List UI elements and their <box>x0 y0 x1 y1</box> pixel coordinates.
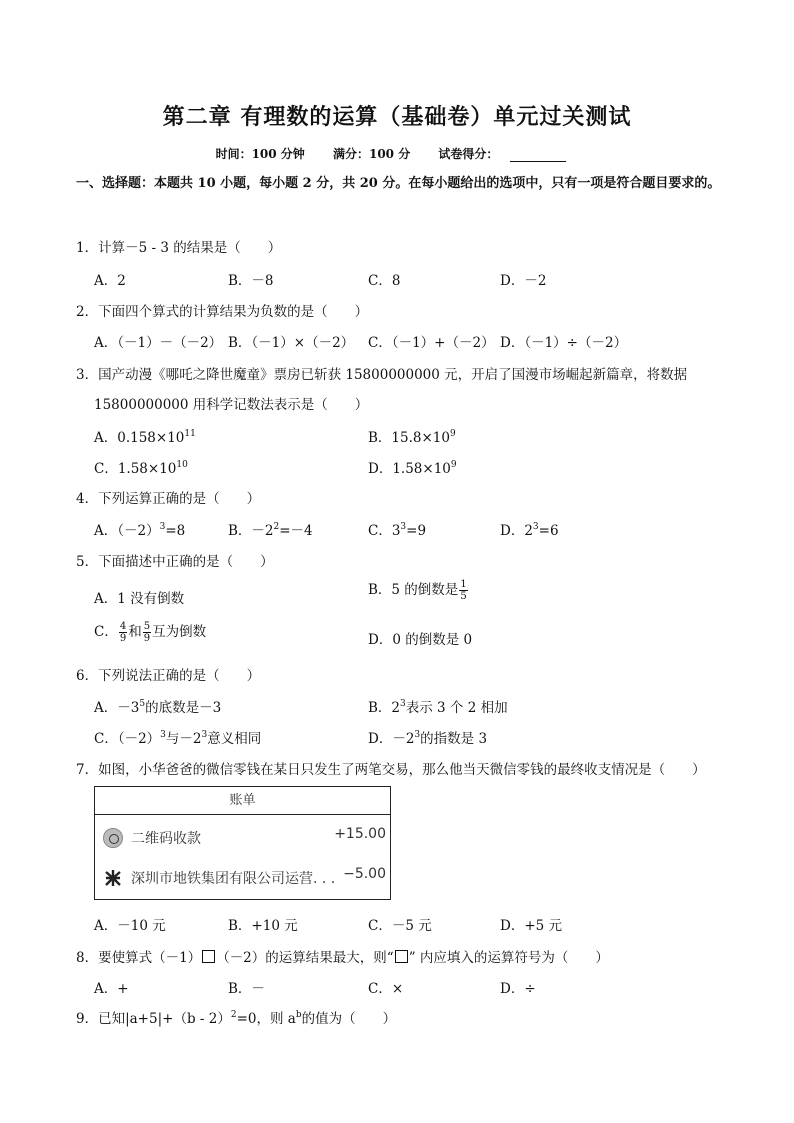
time-limit: 时间：100 分钟 <box>215 147 305 161</box>
bill-row-amount: +15.00 <box>334 826 386 842</box>
q3-option-b: B．$15.8\times 10^9$ <box>368 429 456 446</box>
q5-option-a: A．1 没有倒数 <box>94 591 185 607</box>
q8-option-a: A．+ <box>94 981 129 997</box>
bill-row-label: 深圳市地铁集团有限公司运营. . . <box>131 871 336 887</box>
question-9-stem: 9．已知|a+5|+（b - 2）$^2$=0，则 $a^b$的值为（ ） <box>76 1010 397 1027</box>
question-6-stem: 6．下列说法正确的是（ ） <box>76 668 261 684</box>
q7-option-c: C．－5 元 <box>368 918 432 934</box>
q3-option-a: A．$0.158\times 10^{11}$ <box>94 429 196 446</box>
q5-option-d: D．0 的倒数是 0 <box>368 632 473 648</box>
question-3-stem-line1: 3．国产动漫《哪吒之降世魔童》票房已斩获 15800000000 元，开启了国漫市场崛起新篇章，将数据 <box>76 367 688 383</box>
question-3-stem-line2: 15800000000 用科学记数法表示是（ ） <box>94 397 369 413</box>
q1-option-d: D．－2 <box>500 273 547 289</box>
q6-option-b: B．$2^3$表示 3 个 2 相加 <box>368 699 508 716</box>
q7-option-d: D．+5 元 <box>500 918 563 934</box>
q4-option-a: A．$(-2)^3=8$ <box>94 522 186 539</box>
q2-option-d: D．（－1）÷（－2） <box>500 335 628 351</box>
q1-option-b: B．－8 <box>228 273 274 289</box>
bill-figure <box>94 786 391 900</box>
q5-option-b: B．5 的倒数是 $\frac{1}{5}$ <box>368 579 467 602</box>
qr-payment-icon <box>103 828 123 848</box>
metro-logo-icon <box>103 868 123 888</box>
bill-title: 账单 <box>95 787 390 815</box>
exam-meta <box>0 145 794 162</box>
fraction: $\frac{5}{9}$ <box>143 621 151 644</box>
bill-row-amount: −5.00 <box>343 866 386 882</box>
blank-box <box>395 950 408 963</box>
fraction: $\frac{1}{5}$ <box>460 579 467 602</box>
q6-option-c: C．$(-2)^3$与$-2^3$意义相同 <box>94 730 262 747</box>
question-8-stem: 8．要使算式（－1） （－2）的运算结果最大，则“ ” 内应填入的运算符号为（ ） <box>76 950 609 966</box>
q5-option-c: C． $\frac{4}{9}$ 和 $\frac{5}{9}$ 互为倒数 <box>94 621 207 644</box>
q1-option-c: C．8 <box>368 273 401 289</box>
score-field: 试卷得分： <box>438 147 578 161</box>
bill-row-income <box>95 823 390 853</box>
question-1-stem: 1．计算－5 - 3 的结果是（ ） <box>76 240 282 256</box>
bill-row-expense <box>95 863 390 893</box>
bill-row-label: 二维码收款 <box>131 831 201 847</box>
fraction: $\frac{4}{9}$ <box>119 621 127 644</box>
q3-option-d: D．$1.58\times 10^9$ <box>368 460 457 477</box>
full-score: 满分：100 分 <box>332 147 411 161</box>
q3-option-c: C．$1.58\times 10^{10}$ <box>94 460 188 477</box>
q8-option-d: D．÷ <box>500 981 536 997</box>
q2-option-a: A．（－1）－（－2） <box>94 335 223 351</box>
question-7-stem: 7．如图，小华爸爸的微信零钱在某日只发生了两笔交易，那么他当天微信零钱的最终收支情况是（ ） <box>76 762 706 778</box>
q2-option-c: C．（－1）+（－2） <box>368 335 495 351</box>
section-heading: 一、选择题：本题共 10 小题，每小题 2 分，共 20 分。在每小题给出的选项中，只有一项是符合题目要求的。 <box>76 176 721 191</box>
q4-option-c: C．$3^3=9$ <box>368 522 427 539</box>
question-5-stem: 5．下面描述中正确的是（ ） <box>76 554 274 570</box>
q6-option-a: A．$-3^5$的底数是－3 <box>94 699 222 716</box>
question-2-stem: 2．下面四个算式的计算结果为负数的是（ ） <box>76 304 369 320</box>
q8-option-b: B．－ <box>228 981 265 997</box>
q4-option-b: B．$-2^2=-4$ <box>228 522 313 539</box>
q4-option-d: D．$2^3=6$ <box>500 522 559 539</box>
blank-box <box>202 950 215 963</box>
q7-option-a: A．－10 元 <box>94 918 166 934</box>
question-4-stem: 4．下列运算正确的是（ ） <box>76 491 261 507</box>
q8-option-c: C．× <box>368 981 404 997</box>
q7-option-b: B．+10 元 <box>228 918 298 934</box>
page-title: 第二章 有理数的运算（基础卷）单元过关测试 <box>162 104 632 130</box>
q2-option-b: B．（－1）×（－2） <box>228 335 355 351</box>
q6-option-d: D．$-2^3$的指数是 3 <box>368 730 488 747</box>
q1-option-a: A．2 <box>94 273 126 289</box>
score-blank <box>510 149 566 162</box>
